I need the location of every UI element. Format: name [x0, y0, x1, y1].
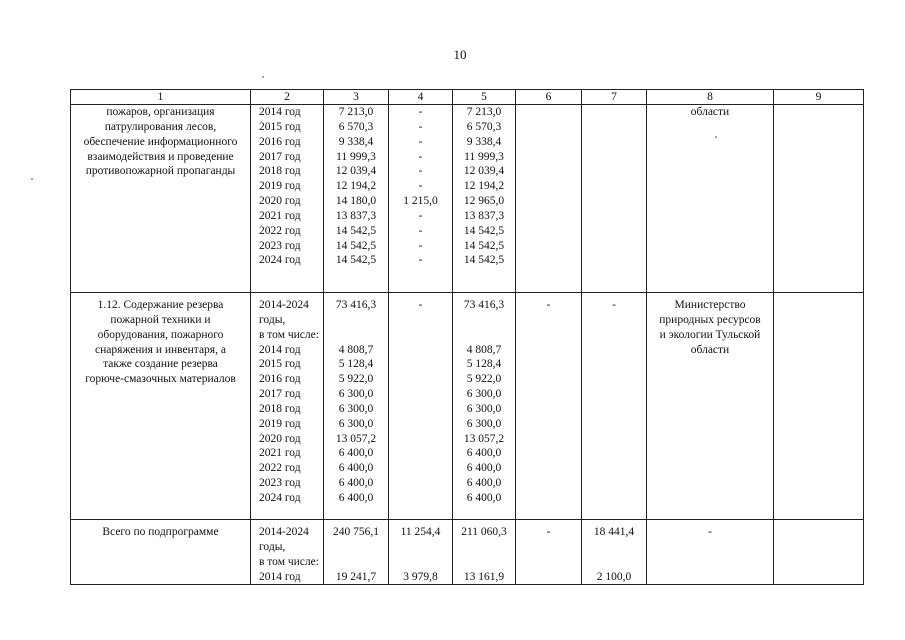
cell-line: 12 965,0 [463, 195, 505, 208]
cell-line: - [546, 526, 551, 538]
cell-line: области [690, 106, 730, 118]
cell-line: также создание резерва [103, 358, 218, 371]
cell-line: 2014 год [259, 343, 301, 356]
federal-cell [389, 520, 453, 585]
municipal-cell [516, 293, 582, 520]
cell-line: 14 542,5 [335, 224, 377, 237]
cell-line: 2023 год [259, 239, 301, 252]
federal-cell [389, 105, 453, 293]
extra-cell [582, 105, 647, 293]
regional-cell [453, 293, 516, 520]
cell-line [324, 555, 388, 570]
cell-line: - [418, 165, 423, 178]
cell-line: пожаров, организация [106, 106, 215, 118]
header-cell: 1 [71, 90, 251, 105]
cell-line: 13 837,3 [463, 209, 505, 222]
cell-line: 6 300,0 [338, 417, 374, 430]
cell-line: 4 808,7 [466, 343, 502, 356]
cell-line: 19 241,7 [335, 570, 377, 583]
cell-line: 7 213,0 [338, 106, 374, 118]
cell-line: - [418, 209, 423, 222]
cell-line: 11 999,3 [464, 150, 504, 163]
description-cell [71, 293, 251, 520]
cell-line: 2021 год [259, 209, 301, 222]
cell-line: 240 756,1 [333, 526, 379, 538]
cell-line: 2017 год [259, 388, 301, 401]
cell-line: 12 039,4 [463, 165, 505, 178]
table-row [71, 520, 864, 585]
cell-line: 2014-2024 [259, 299, 309, 311]
cell-line: 73 416,3 [335, 299, 377, 311]
cell-line: 2018 год [259, 402, 301, 415]
cell-line: патрулирования лесов, [104, 120, 217, 133]
regional-cell [453, 105, 516, 293]
cell-line: 5 922,0 [338, 373, 374, 386]
cell-line: 2 100,0 [596, 570, 632, 583]
cell-line: 2023 год [259, 477, 301, 490]
cell-line: - [418, 254, 423, 267]
cell-line: 6 400,0 [338, 477, 374, 490]
cell-line: 2022 год [259, 462, 301, 475]
cell-line [453, 540, 515, 555]
budget-table [70, 89, 864, 585]
cell-line: 6 400,0 [338, 447, 374, 460]
cell-line: - [418, 239, 423, 252]
cell-line: 2014 год [259, 570, 301, 583]
cell-line [324, 328, 388, 343]
cell-line: 2022 год [259, 224, 301, 237]
header-cell: 3 [324, 90, 389, 105]
cell-line: 2014 год [259, 106, 301, 118]
cell-line: - [418, 224, 423, 237]
cell-line [389, 540, 452, 555]
cell-line: 5 128,4 [466, 358, 502, 371]
page-number: 10 [453, 47, 467, 62]
cell-line: 6 400,0 [466, 447, 502, 460]
cell-line: - [418, 120, 423, 133]
cell-line: взаимодействия и проведение [87, 150, 234, 163]
cell-line: - [418, 135, 423, 148]
cell-line: 2018 год [259, 165, 301, 178]
col9-cell [774, 293, 864, 520]
cell-line: 6 400,0 [466, 477, 502, 490]
cell-line: 14 542,5 [335, 239, 377, 252]
cell-line: 6 300,0 [338, 402, 374, 415]
description-cell [71, 520, 251, 585]
cell-line: 9 338,4 [466, 135, 502, 148]
total-cell [324, 293, 389, 520]
cell-line: в том числе: [259, 328, 319, 341]
cell-line: - [418, 150, 423, 163]
cell-line: - [708, 526, 712, 538]
regional-cell [453, 520, 516, 585]
table-row [71, 293, 864, 520]
cell-line [582, 555, 646, 570]
cell-line: - [418, 106, 423, 118]
cell-line: - [418, 299, 423, 311]
cell-line: 14 542,5 [335, 254, 377, 267]
cell-line: 6 300,0 [466, 402, 502, 415]
cell-line: 2017 год [259, 150, 301, 163]
cell-line: пожарной техники и [110, 313, 211, 326]
cell-line: 6 570,3 [338, 120, 374, 133]
scan-speck [715, 136, 717, 138]
cell-line: 12 194,2 [463, 180, 505, 193]
cell-line: 211 060,3 [461, 526, 507, 538]
header-cell: 8 [647, 90, 774, 105]
cell-line [389, 555, 452, 570]
cell-line: в том числе: [259, 555, 319, 568]
cell-line: 73 416,3 [463, 299, 505, 311]
cell-line: 11 254,4 [400, 526, 441, 538]
cell-line: 7 213,0 [466, 106, 502, 118]
cell-line: 12 039,4 [335, 165, 377, 178]
cell-line [324, 313, 388, 328]
scan-speck [262, 76, 264, 78]
cell-line: и экологии Тульской [659, 328, 761, 341]
cell-line: 4 808,7 [338, 343, 374, 356]
cell-line [453, 313, 515, 328]
cell-line: 6 400,0 [466, 491, 502, 504]
cell-line: 5 128,4 [338, 358, 374, 371]
municipal-cell [516, 105, 582, 293]
header-cell: 6 [516, 90, 582, 105]
cell-line: 14 542,5 [463, 239, 505, 252]
cell-line: 6 400,0 [338, 462, 374, 475]
cell-line: 3 979,8 [403, 570, 438, 583]
cell-line: 1.12. Содержание резерва [97, 299, 224, 311]
cell-line: 2020 год [259, 195, 301, 208]
cell-line: 11 999,3 [336, 150, 376, 163]
cell-line: 6 300,0 [338, 388, 374, 401]
cell-line: 13 057,2 [463, 432, 505, 445]
cell-line: годы, [259, 540, 286, 553]
cell-line: оборудования, пожарного [97, 328, 224, 341]
cell-line: 6 300,0 [466, 388, 502, 401]
cell-line [582, 540, 646, 555]
cell-line: - [546, 299, 551, 311]
cell-line: 2015 год [259, 358, 301, 371]
cell-line: снаряжения и инвентаря, а [95, 343, 226, 356]
col9-cell [774, 105, 864, 293]
cell-line: 14 180,0 [335, 195, 377, 208]
cell-line: 1 215,0 [403, 195, 438, 208]
extra-cell [582, 520, 647, 585]
col9-cell [774, 520, 864, 585]
executor-cell [647, 520, 774, 585]
cell-line: обеспечение информационного [83, 135, 238, 148]
cell-line: 2024 год [259, 254, 301, 267]
cell-line: - [612, 299, 616, 311]
scan-speck [31, 178, 33, 180]
table-row [71, 105, 864, 293]
cell-line [453, 328, 515, 343]
table-header-row [71, 90, 864, 105]
cell-line: 2020 год [259, 432, 301, 445]
cell-line: 9 338,4 [338, 135, 374, 148]
cell-line: 14 542,5 [463, 254, 505, 267]
cell-line: 2019 год [259, 417, 301, 430]
cell-line: противопожарной пропаганды [85, 165, 236, 178]
header-cell: 5 [453, 90, 516, 105]
cell-line: 6 570,3 [466, 120, 502, 133]
cell-line: 13 161,9 [463, 570, 505, 583]
header-cell: 2 [251, 90, 324, 105]
cell-line: 18 441,4 [593, 526, 635, 538]
municipal-cell [516, 520, 582, 585]
cell-line: природных ресурсов [659, 313, 761, 326]
cell-line: 6 400,0 [466, 462, 502, 475]
header-cell: 9 [774, 90, 864, 105]
cell-line: 2015 год [259, 120, 301, 133]
total-cell [324, 105, 389, 293]
cell-line: 12 194,2 [335, 180, 377, 193]
period-cell [251, 520, 324, 585]
cell-line: 6 400,0 [338, 491, 374, 504]
total-cell [324, 520, 389, 585]
period-cell [251, 105, 324, 293]
cell-line: 13 837,3 [335, 209, 377, 222]
description-cell [71, 105, 251, 293]
cell-line [453, 555, 515, 570]
cell-line: 2021 год [259, 447, 301, 460]
header-cell: 4 [389, 90, 453, 105]
cell-line: 13 057,2 [335, 432, 377, 445]
cell-line: - [418, 180, 423, 193]
cell-line: области [690, 343, 730, 356]
executor-cell [647, 293, 774, 520]
cell-line: Министерство [674, 299, 746, 311]
cell-line: горюче-смазочных материалов [85, 373, 236, 386]
cell-line: 5 922,0 [466, 373, 502, 386]
executor-cell [647, 105, 774, 293]
federal-cell [389, 293, 453, 520]
cell-line: 2019 год [259, 180, 301, 193]
cell-line: 2016 год [259, 373, 301, 386]
header-cell: 7 [582, 90, 647, 105]
cell-line: 6 300,0 [466, 417, 502, 430]
cell-line: 14 542,5 [463, 224, 505, 237]
cell-line: 2016 год [259, 135, 301, 148]
cell-line: Всего по подпрограмме [102, 526, 219, 538]
cell-line [324, 540, 388, 555]
cell-line: годы, [259, 313, 286, 326]
period-cell [251, 293, 324, 520]
cell-line: 2014-2024 [259, 526, 309, 538]
cell-line: 2024 год [259, 491, 301, 504]
extra-cell [582, 293, 647, 520]
